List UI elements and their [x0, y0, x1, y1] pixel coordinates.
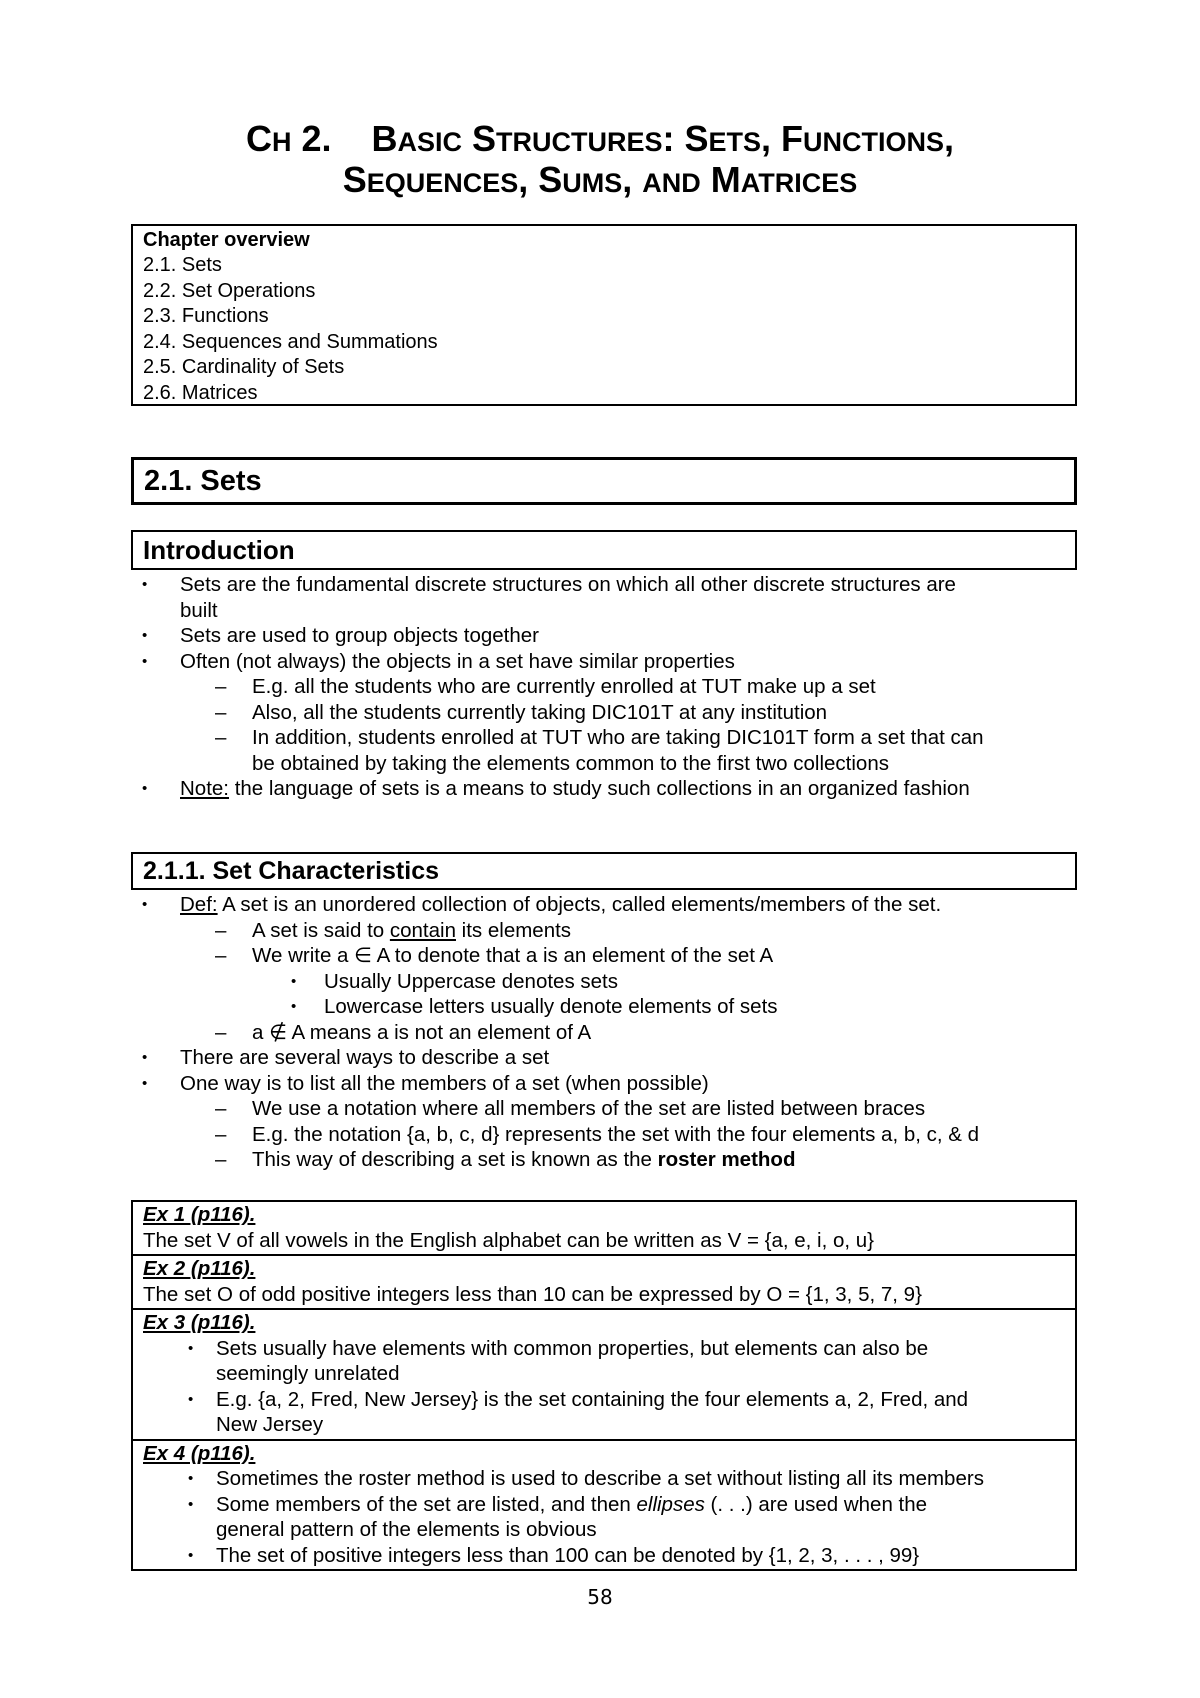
text-run: (. . .) are used when the — [704, 1492, 928, 1516]
bullet-marker: • — [142, 652, 148, 670]
bullet-item — [143, 1492, 1065, 1518]
bullet-marker: • — [142, 627, 148, 644]
bullet-item — [135, 1096, 1070, 1122]
page-number: 58 — [587, 1585, 613, 1609]
chapter-overview-item: 2.1. Sets — [143, 254, 222, 276]
text-run: Sets are the fundamental discrete structures on which all other discrete structures are — [180, 573, 956, 596]
example-heading: Ex 3 (p116). — [143, 1311, 256, 1334]
bullet-item — [143, 1336, 1065, 1362]
title-small-segment: ETS — [708, 127, 762, 157]
bullet-item — [143, 1543, 1065, 1569]
title-cap-segment: : S — [662, 118, 709, 159]
introduction-body — [135, 572, 1070, 802]
example-heading: Ex 1 (p116). — [143, 1203, 256, 1226]
title-cap-segment: , F — [761, 118, 804, 159]
bullet-marker: • — [291, 972, 297, 990]
text-run: Also, all the students currently taking DIC101T at any institution — [252, 700, 828, 724]
text-run: A set is an unordered collection of objects, called elements/members of the set. — [217, 893, 942, 916]
title-cap-segment: , — [622, 159, 643, 200]
text-run: A set is said to — [252, 918, 390, 942]
title-small-segment: AND — [642, 168, 701, 198]
example-body — [143, 1466, 1065, 1568]
title-cap-segment: S — [342, 159, 367, 200]
bullet-item — [135, 776, 1070, 802]
text-run: E.g. {a, 2, Fred, New Jersey} is the set containing the four elements a, 2, Fred, and — [216, 1387, 969, 1411]
chapter-overview-item: 2.2. Set Operations — [143, 279, 316, 302]
text-run: In addition, students enrolled at TUT who are taking DIC101T form a set that can — [252, 726, 984, 749]
chapter-overview-heading: Chapter overview — [143, 229, 310, 251]
bullet-item — [143, 1466, 1065, 1492]
text-run: contain — [389, 918, 456, 942]
chapter-overview-item: 2.3. Functions — [143, 305, 269, 327]
text-run: Some members of the set are listed, and then — [216, 1492, 637, 1516]
dash-marker: – — [215, 1122, 227, 1146]
bullet-item — [135, 918, 1070, 944]
bullet-marker: • — [188, 1339, 194, 1357]
title-small-segment: ASIC — [397, 127, 462, 157]
bullet-marker: • — [142, 1074, 148, 1092]
text-run: E.g. the notation {a, b, c, d} represents the set with the four elements a, b, c, & d — [252, 1122, 980, 1146]
bullet-item — [135, 674, 1070, 700]
text-line — [143, 1282, 1065, 1308]
example-cell — [133, 1254, 1075, 1308]
chapter-overview-box — [131, 224, 1077, 406]
bullet-marker: • — [188, 1495, 194, 1513]
bullet-item — [143, 1412, 1065, 1438]
text-run: the language of sets is a means to study such collections in an organized fashion — [229, 777, 970, 800]
dash-marker: – — [215, 918, 227, 942]
bullet-item — [143, 1387, 1065, 1413]
bullet-item — [135, 943, 1070, 969]
bullet-item — [135, 725, 1070, 751]
bullet-item — [135, 994, 1070, 1020]
title-cap-segment: 2. — [291, 118, 332, 159]
text-run: E.g. all the students who are currently enrolled at TUT make up a set — [252, 675, 876, 698]
bullet-item — [135, 892, 1070, 918]
bullet-item — [135, 598, 1070, 624]
bullet-marker: • — [188, 1390, 194, 1408]
dash-marker: – — [215, 726, 227, 749]
example-cell — [133, 1202, 1075, 1254]
title-cap-segment: M — [700, 159, 741, 200]
text-run: general pattern of the elements is obvious — [216, 1518, 597, 1541]
bullet-item — [143, 1517, 1065, 1543]
text-run: Often (not always) the objects in a set have similar properties — [180, 649, 735, 673]
text-run: This way of describing a set is known as the — [252, 1148, 658, 1171]
chapter-overview-list — [143, 253, 1065, 406]
subsection-heading-introduction: Introduction — [131, 530, 1077, 570]
text-run: We write a ∈ A to denote that a is an element of the set A — [252, 944, 774, 967]
chapter-overview-item: 2.5. Cardinality of Sets — [143, 356, 345, 378]
bullet-marker: • — [142, 896, 148, 913]
dash-marker: – — [215, 675, 227, 698]
text-run: its elements — [455, 918, 572, 942]
text-run: New Jersey — [216, 1413, 324, 1436]
text-run: Lowercase letters usually denote elements of sets — [324, 995, 778, 1018]
text-run: The set O of odd positive integers less than 10 can be expressed by O = {1, 3, 5, 7, 9} — [143, 1282, 922, 1306]
title-small-segment: ATRICES — [740, 168, 858, 198]
example-body — [143, 1228, 1065, 1254]
bullet-item — [135, 969, 1070, 995]
title-cap-segment: , S — [518, 159, 563, 200]
examples-table — [131, 1200, 1077, 1571]
title-cap-segment: B — [331, 118, 398, 159]
bullet-item — [135, 1020, 1070, 1046]
chapter-overview-item: 2.4. Sequences and Summations — [143, 330, 438, 353]
title-cap-segment: , — [944, 118, 955, 159]
example-cell — [133, 1308, 1075, 1439]
bullet-marker: • — [142, 576, 148, 593]
section-heading-sets: 2.1. Sets — [131, 457, 1077, 505]
bullet-item — [135, 623, 1070, 649]
bullet-marker: • — [142, 1049, 148, 1066]
text-run: roster method — [657, 1148, 796, 1171]
text-run: Sets usually have elements with common properties, but elements can also be — [216, 1336, 929, 1360]
title-small-segment: TRUCTURES — [496, 127, 663, 157]
bullet-marker: • — [142, 780, 148, 797]
title-cap-segment: S — [462, 118, 497, 159]
text-run: We use a notation where all members of the set are listed between braces — [252, 1097, 926, 1120]
example-body — [143, 1336, 1065, 1438]
title-small-segment: H — [271, 127, 292, 157]
example-heading: Ex 4 (p116). — [143, 1441, 256, 1465]
text-run: built — [180, 598, 218, 622]
bullet-item — [135, 649, 1070, 675]
dash-marker: – — [215, 944, 227, 967]
text-run: Usually Uppercase denotes sets — [324, 969, 618, 993]
dash-marker: – — [215, 700, 227, 724]
subsection-heading-set-characteristics: 2.1.1. Set Characteristics — [131, 852, 1077, 890]
text-run: Note: — [180, 777, 229, 800]
bullet-marker: • — [188, 1470, 194, 1487]
bullet-item — [135, 1071, 1070, 1097]
text-run: Sets are used to group objects together — [180, 624, 539, 647]
text-run: seemingly unrelated — [216, 1362, 400, 1385]
example-body — [143, 1282, 1065, 1308]
text-run: ellipses — [636, 1492, 705, 1516]
chapter-overview-item: 2.6. Matrices — [143, 381, 258, 404]
bullet-item — [135, 700, 1070, 726]
set-characteristics-body — [135, 892, 1070, 1173]
bullet-item — [135, 572, 1070, 598]
text-run: One way is to list all the members of a set (when possible) — [180, 1071, 709, 1095]
example-heading: Ex 2 (p116). — [143, 1257, 256, 1280]
bullet-item — [135, 1122, 1070, 1148]
dash-marker: – — [215, 1097, 227, 1120]
bullet-item — [135, 751, 1070, 777]
text-run: The set of positive integers less than 100 can be denoted by {1, 2, 3, . . . , 99} — [216, 1543, 920, 1567]
text-run: a ∉ A means a is not an element of A — [252, 1020, 592, 1044]
text-run: Def: — [180, 893, 218, 916]
text-run: The set V of all vowels in the English alphabet can be written as V = {a, e, i, o, u} — [143, 1228, 875, 1252]
text-run: Sometimes the roster method is used to describe a set without listing all its members — [216, 1467, 984, 1490]
title-small-segment: EQUENCES — [366, 168, 519, 198]
example-cell — [133, 1439, 1075, 1570]
dash-marker: – — [215, 1020, 227, 1044]
title-small-segment: UNCTIONS — [803, 127, 945, 157]
text-line — [143, 1228, 1065, 1254]
title-small-segment: UMS — [562, 168, 623, 198]
chapter-title-line-2 — [0, 157, 1200, 206]
bullet-item — [135, 1045, 1070, 1071]
text-run: There are several ways to describe a set — [180, 1046, 550, 1069]
text-run: be obtained by taking the elements common to the first two collections — [252, 751, 889, 775]
bullet-marker: • — [291, 998, 297, 1015]
title-cap-segment: C — [245, 118, 272, 159]
bullet-marker: • — [188, 1546, 194, 1564]
bullet-item — [143, 1361, 1065, 1387]
dash-marker: – — [215, 1148, 227, 1171]
bullet-item — [135, 1147, 1070, 1173]
